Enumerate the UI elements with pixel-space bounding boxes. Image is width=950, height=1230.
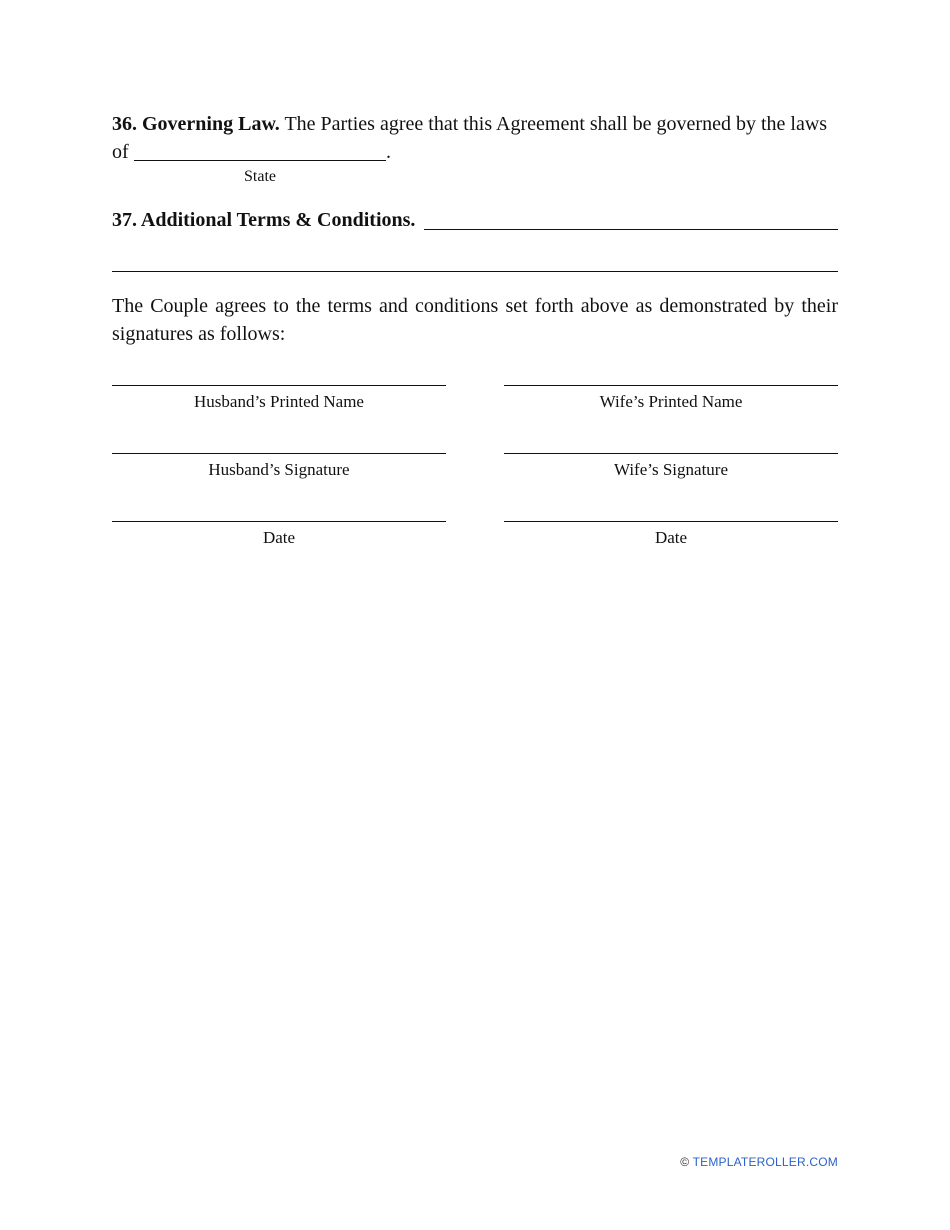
husband-signature-label: Husband’s Signature <box>208 460 350 479</box>
wife-signature-label: Wife’s Signature <box>613 460 729 479</box>
wife-printed-name-label: Wife’s Printed Name <box>599 392 743 411</box>
husband-printed-name-line[interactable] <box>112 385 446 386</box>
templateroller-link[interactable]: TEMPLATEROLLER.COM <box>692 1155 838 1169</box>
husband-printed-name-label: Husband’s Printed Name <box>194 392 364 411</box>
section-36-of: of <box>112 141 129 163</box>
section-36-heading: 36. Governing Law. <box>112 113 280 135</box>
section-36-line-2 <box>112 138 838 166</box>
wife-date-label: Date <box>654 528 688 547</box>
copyright-symbol: © <box>680 1155 690 1169</box>
document-page <box>112 0 838 1230</box>
footer-copyright <box>680 1155 838 1169</box>
section-36-text: The Parties agree that this Agreement shall be governed by the laws <box>284 113 828 135</box>
additional-terms-line-2[interactable] <box>112 271 838 272</box>
wife-signature-line[interactable] <box>504 453 838 454</box>
additional-terms-line-1[interactable] <box>424 229 838 230</box>
agreement-paragraph: The Couple agrees to the terms and conditions set forth above as demonstrated by their signatures as follows: <box>112 295 838 345</box>
state-fill-line[interactable] <box>134 160 386 161</box>
wife-printed-name-line[interactable] <box>504 385 838 386</box>
section-36-line-1 <box>112 110 838 138</box>
section-36-period: . <box>386 141 391 163</box>
husband-signature-line[interactable] <box>112 453 446 454</box>
section-37-heading: 37. Additional Terms & Conditions. <box>112 209 416 231</box>
husband-date-line[interactable] <box>112 521 446 522</box>
state-label: State <box>244 168 276 185</box>
husband-date-label: Date <box>262 528 296 547</box>
wife-date-line[interactable] <box>504 521 838 522</box>
